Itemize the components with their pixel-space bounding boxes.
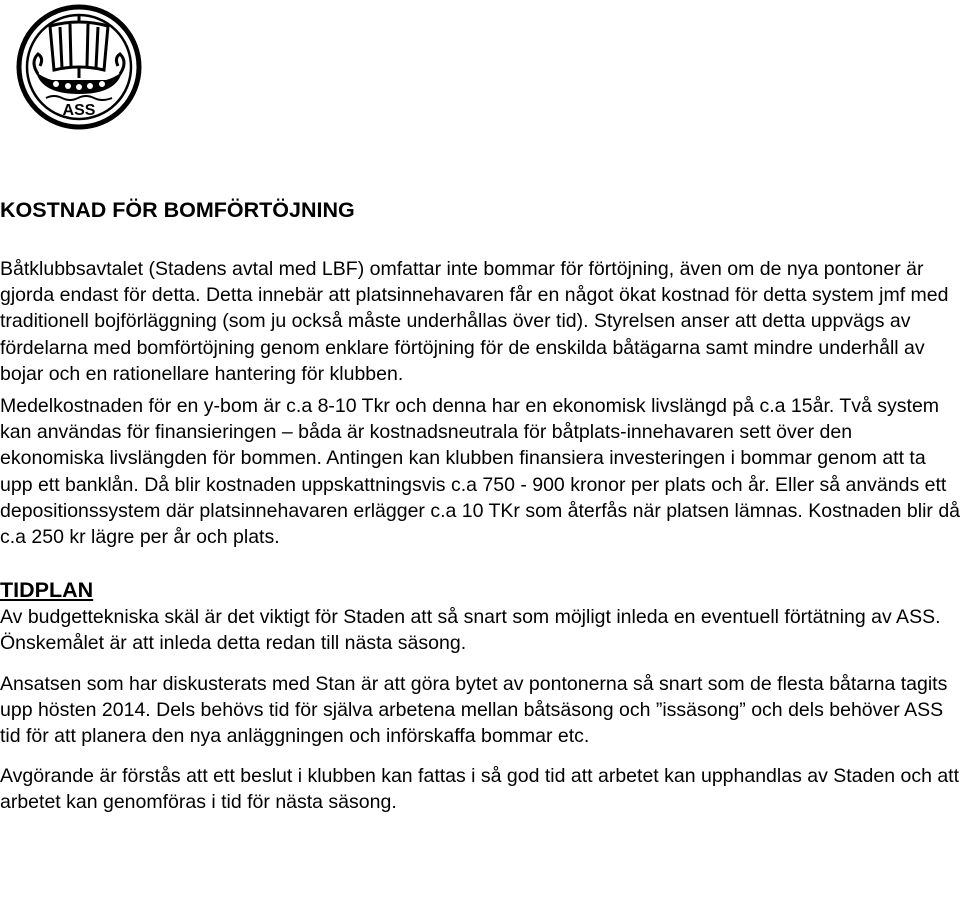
viking-ship-logo-icon: [16, 0, 142, 134]
paragraph-batklubbsavtalet: Båtklubbsavtalet (Stadens avtal med LBF) omfattar inte bommar för förtöjning, även om de nya pontoner är gjorda endast för detta. Detta innebär att platsinnehavaren får en något ökat kostnad för detta system jmf med traditionell bojförläggning (som ju också måste underhållas över tid). Styrelsen anser att detta uppvägs av fördelarna med bomförtöjning genom enklare förtöjning för de enskilda båtägarna samt mindre underhåll av bojar och en rationellare hantering för klubben.: [0, 258, 949, 385]
paragraph-avgorande: Avgörande är förstås att ett beslut i klubben kan fattas i så god tid att arbetet kan upphandlas av Staden och att arbetet kan genomföras i tid för nästa säsong.: [0, 765, 960, 814]
heading-kostnad: KOSTNAD FÖR BOMFÖRTÖJNING: [0, 198, 355, 222]
heading-tidplan: TIDPLAN: [0, 578, 94, 603]
logo-text: ASS: [62, 102, 96, 119]
paragraph-ansatsen: Ansatsen som har diskusterats med Stan är att göra bytet av pontonerna så snart som de flesta båtarna tagits upp hösten 2014. Dels behövs tid för själva arbetena mellan båtsäsong och ”issäsong” och dels behöver ASS tid för att planera den nya anläggningen och införskaffa bommar etc.: [0, 672, 948, 748]
document-body: [0, 196, 960, 816]
paragraph-budgettekniska: Av budgettekniska skäl är det viktigt för Staden att så snart som möjligt inleda en eventuell förtätning av ASS. Önskemålet är att inleda detta redan till nästa säsong.: [0, 606, 941, 655]
paragraph-medelkostnad: Medelkostnaden för en y-bom är c.a 8-10 Tkr och denna har en ekonomisk livslängd på c.a 15år. Två system kan användas för finansieringen – båda är kostnadsneutrala för båtplats-innehavaren sett över den ekonomiska livslängden för bommen. Antingen kan klubben finansiera investeringen i bommar genom att ta upp ett banklån. Då blir kostnaden uppskattningsvis c.a 750 - 900 kronor per plats och år. Eller så används ett depositionssystem där platsinnehavaren erlägger c.a 10 TKr som återfås när platsen lämnas. Kostnaden blir då c.a 250 kr lägre per år och plats.: [0, 395, 960, 549]
